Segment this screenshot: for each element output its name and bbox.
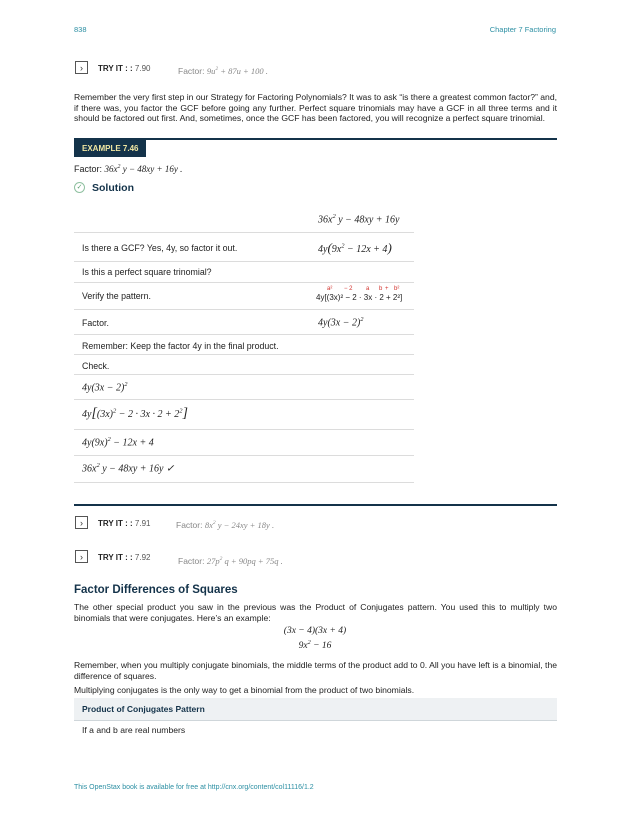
factor-step-expression: $4y(3x - 2)^2$ — [318, 316, 364, 329]
try-it-label: TRY IT : : 7.90 — [98, 64, 151, 73]
table-row-divider — [74, 309, 414, 310]
pattern-box-header — [74, 698, 557, 720]
section-paragraph-2: Remember, when you multiply conjugate binomials, the middle terms of the product add to 0. All you have left is a binomial, the difference of squares. — [74, 660, 557, 681]
chevron-right-icon: › — [80, 551, 83, 562]
try-it-expand-button[interactable] — [75, 550, 88, 563]
try-it-label: TRY IT : : 7.91 — [98, 519, 151, 528]
pattern-label-minus-two: − 2 — [344, 286, 353, 292]
table-row-divider — [74, 232, 414, 233]
intro-paragraph: Remember the very first step in our Strategy for Factoring Polynomials? It was to ask “is there a greatest common factor?” and, if there was, you factor the GCF before going any further. Perfect square trinomials may have a GCF in all three terms and it should be factored out first. And, sometimes, once the GCF has been factored, you will recognize a perfect square trinomial. — [74, 92, 557, 123]
try-it-prompt: Factor: $27p^2$ q + 90pq + 75q . — [178, 556, 283, 566]
try-it-expression: $9u^2 + 87u + 100$ . — [206, 66, 268, 76]
pattern-text: If a and b are real numbers — [82, 725, 186, 735]
try-it-expand-button[interactable] — [75, 516, 88, 529]
verify-pattern-expression: 4y[(3x)² − 2 · 3x · 2 + 2²] — [316, 293, 403, 302]
table-row-divider — [74, 399, 414, 400]
solution-heading: Solution — [92, 182, 134, 194]
table-row-divider — [74, 354, 414, 355]
conjugate-example-line-2: $9x^2 - 16$ — [298, 640, 332, 652]
check-step-4: $36x^2$ y − 48xy + 16y ✓ — [82, 462, 175, 475]
remember-note: Remember: Keep the factor 4y in the final product. — [82, 341, 279, 351]
pattern-label-plus: + — [385, 286, 389, 292]
pattern-label-a: a — [366, 286, 370, 292]
table-row-divider — [74, 374, 414, 375]
pattern-label-a-squared: a² — [327, 286, 333, 292]
check-label: Check. — [82, 361, 110, 371]
example-badge: EXAMPLE 7.46 — [74, 140, 146, 157]
gcf-step-expression: $4y(9x^2 - 12x + 4)$ — [318, 240, 392, 255]
table-row-divider — [74, 482, 414, 483]
example-problem: Factor: $36x^2$ y − 48xy + 16y . — [74, 164, 183, 174]
section-title: Factor Differences of Squares — [74, 584, 238, 596]
table-row-divider — [74, 282, 414, 283]
chapter-title: Chapter 7 Factoring — [489, 25, 556, 34]
verify-pattern-text: Verify the pattern. — [82, 291, 151, 301]
example-bottom-rule — [74, 504, 557, 506]
chevron-right-icon: › — [80, 62, 83, 73]
section-paragraph-3: Multiplying conjugates is the only way to get a binomial from the product of two binomials. — [74, 685, 415, 695]
try-it-expand-button[interactable] — [75, 61, 88, 74]
conjugate-example-line-1: (3x − 4)(3x + 4) — [283, 626, 347, 636]
table-row-divider — [74, 455, 414, 456]
pattern-box-divider — [74, 720, 557, 721]
factor-step-text: Factor. — [82, 318, 109, 328]
check-circle-icon: ✓ — [74, 182, 85, 193]
try-it-label: TRY IT : : 7.92 — [98, 553, 151, 562]
table-row-divider — [74, 334, 414, 335]
check-step-1: $4y(3x - 2)^2$ — [82, 381, 128, 394]
chevron-right-icon: › — [80, 517, 83, 528]
section-paragraph-1: The other special product you saw in the previous was the Product of Conjugates pattern. You used this to multiply two binomials that were conjugates. Here’s an example: — [74, 602, 557, 623]
gcf-step-text: Is there a GCF? Yes, 4y, so factor it out. — [82, 243, 238, 253]
check-step-3: $4y(9x)^2 - 12x + 4$ — [82, 436, 154, 449]
solution-start-expression: $36x^2$ y − 48xy + 16y — [318, 213, 400, 226]
try-it-prompt: Factor: $9u^2 + 87u + 100$ . — [178, 66, 268, 76]
pattern-title: Product of Conjugates Pattern — [82, 704, 205, 714]
pattern-label-b-squared: b² — [394, 286, 400, 292]
page-number: 838 — [74, 25, 87, 34]
perfect-square-question: Is this a perfect square trinomial? — [82, 267, 212, 277]
table-row-divider — [74, 261, 414, 262]
try-it-prompt: Factor: $8x^2$ y − 24xy + 18y . — [176, 520, 275, 530]
check-step-2: $4y[(3x)^2 - 2 \cdot 3x \cdot 2 + 2^2]$ — [82, 406, 188, 421]
table-row-divider — [74, 429, 414, 430]
footer-text: This OpenStax book is available for free at http://cnx.org/content/col11116/1.2 — [74, 784, 314, 791]
pattern-label-b: b — [379, 286, 383, 292]
